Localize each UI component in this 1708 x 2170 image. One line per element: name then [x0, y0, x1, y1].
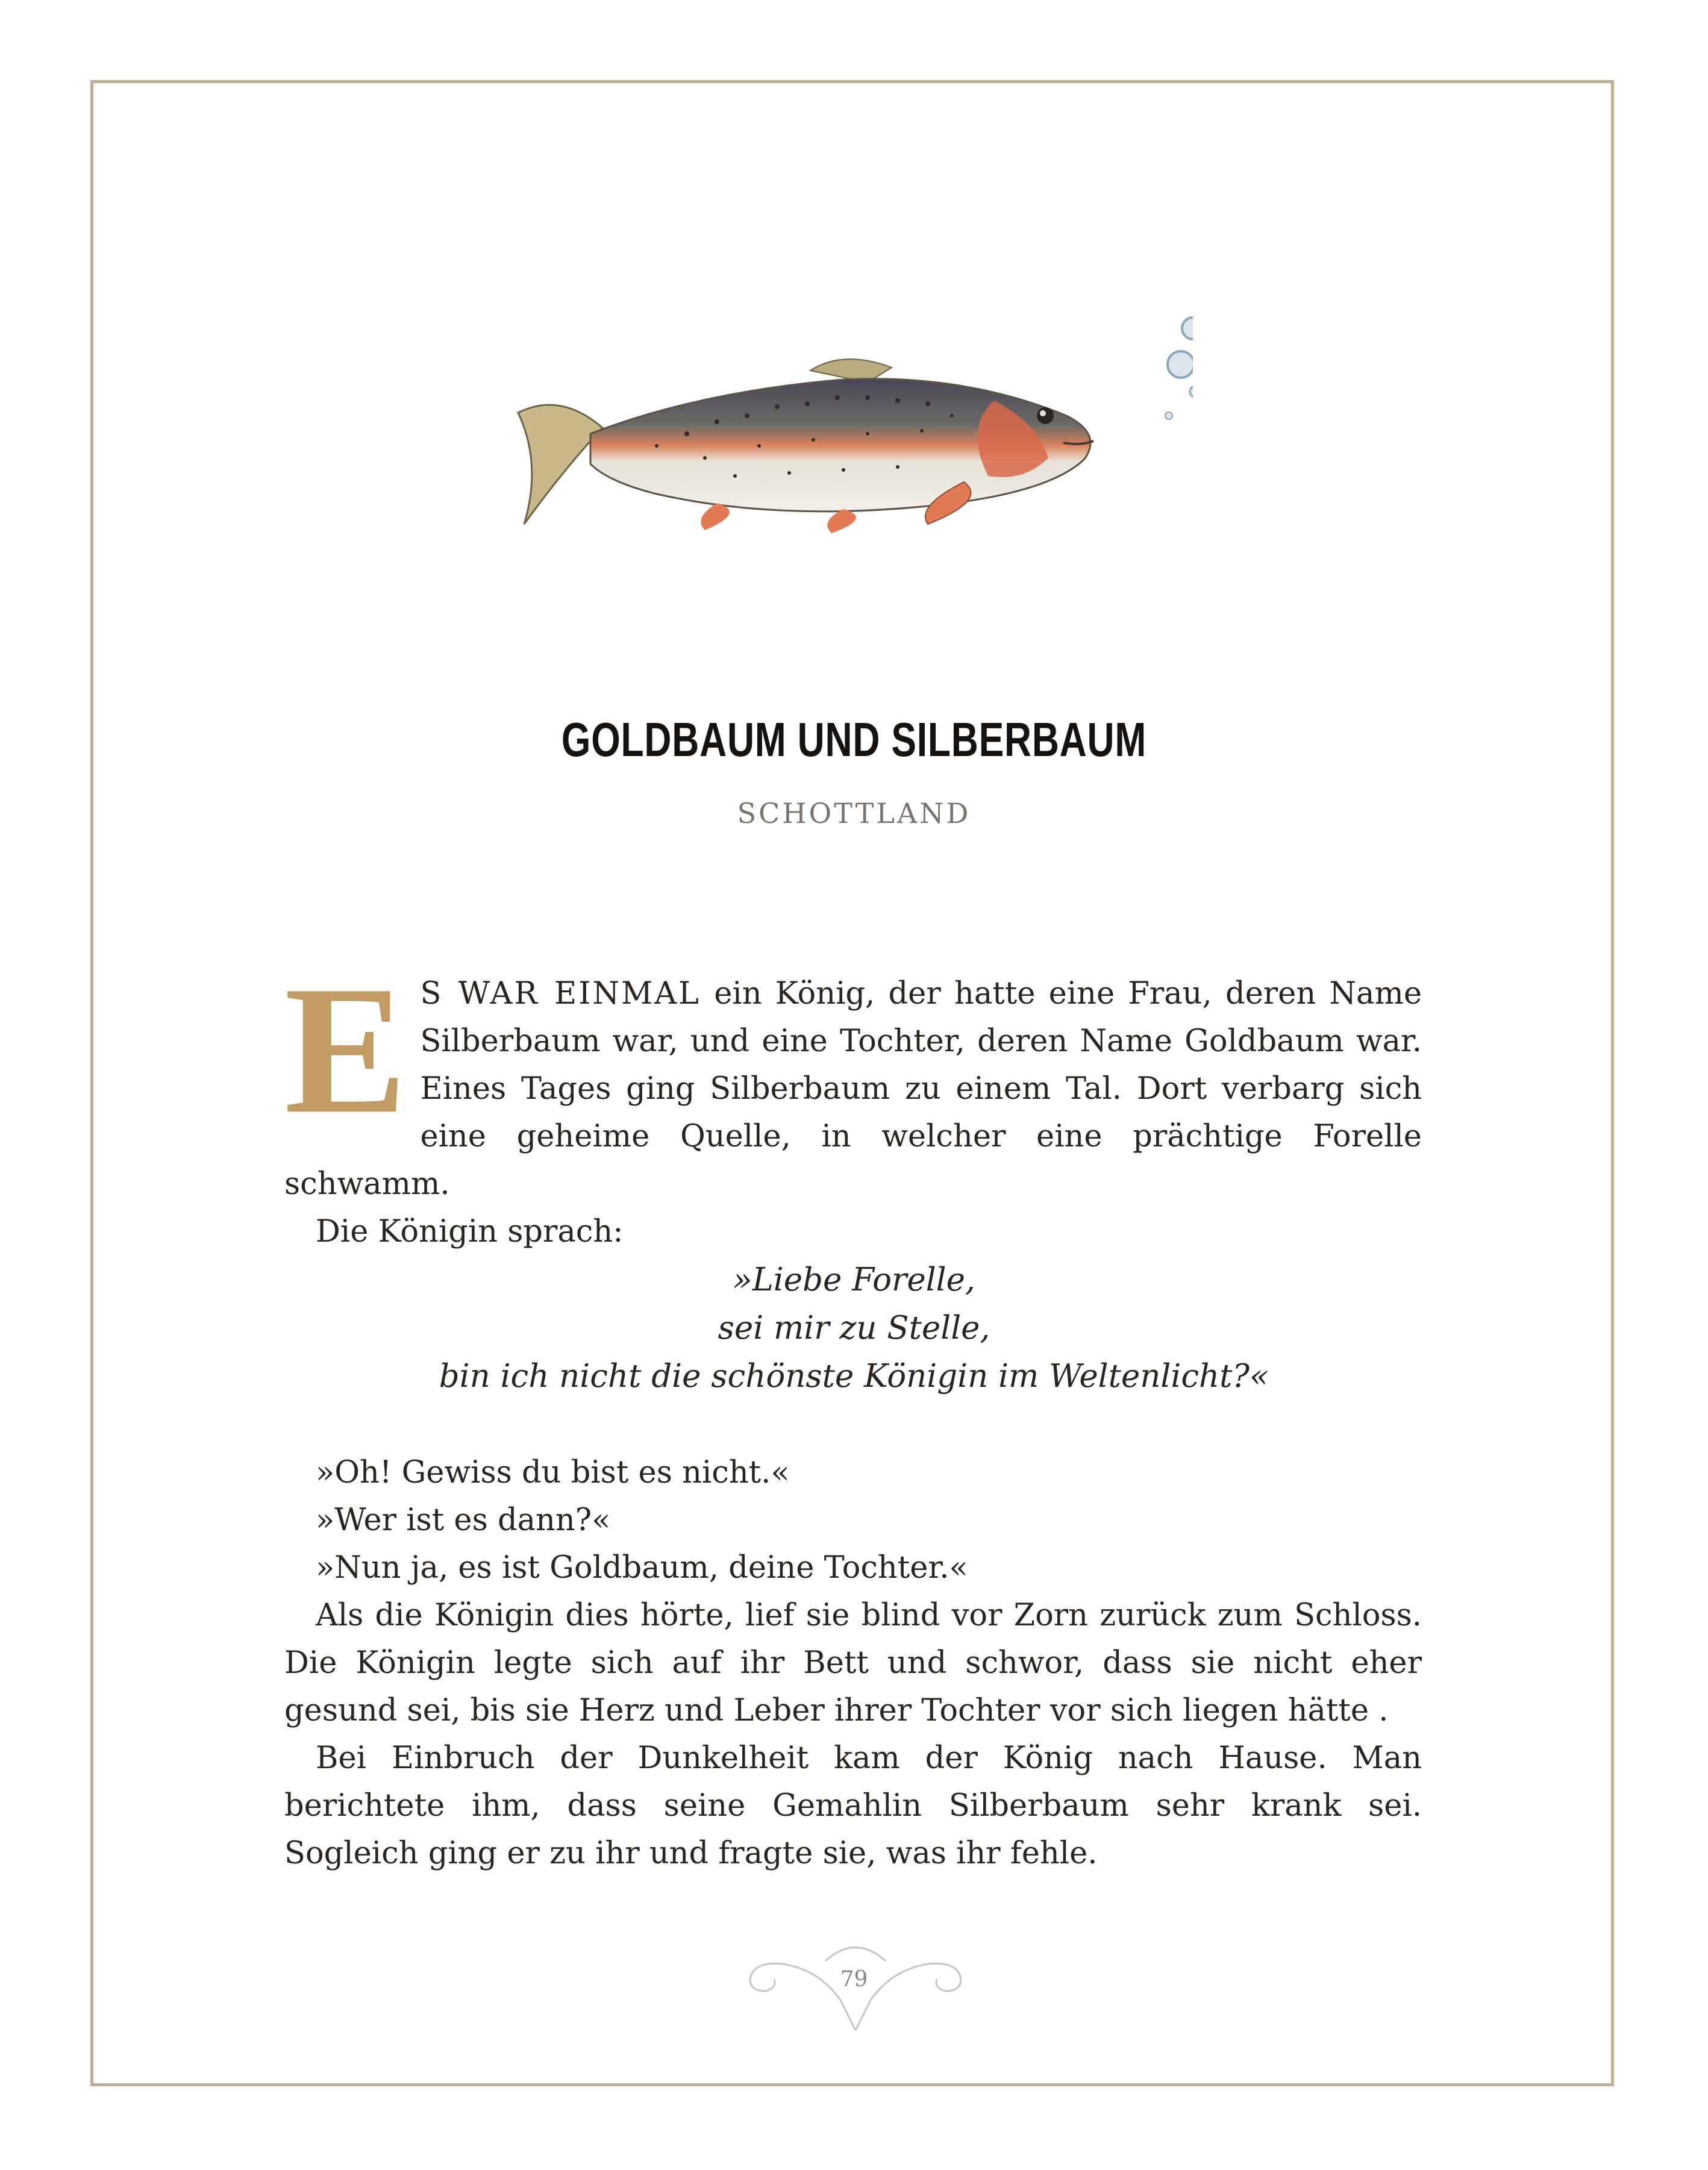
- dialog-block: [284, 1449, 1422, 1877]
- first-paragraph-text: ein König, der hatte eine Frau, deren Name Silberbaum war, und eine Tochter, deren Name Goldbaum war. Eines Tages ging Silberbaum zu einem Tal. Dort verbarg sich eine geheime Quelle, in welcher eine prächtige Forelle schwamm.: [284, 976, 1422, 1202]
- trout-illustration: [506, 301, 1193, 554]
- dialog-paragraph: Als die Königin dies hörte, lief sie blind vor Zorn zurück zum Schloss. Die Königin legte sich auf ihr Bett und schwor, dass sie nicht eher gesund sei, bis sie Herz und Leber ihrer Tochter vor sich liegen hätte .: [284, 1598, 1422, 1728]
- dialog-line: »Wer ist es dann?«: [316, 1502, 611, 1538]
- verse-block: [0, 1256, 1708, 1401]
- verse-line: »Liebe Forelle,: [733, 1262, 975, 1298]
- dialog-line: »Oh! Gewiss du bist es nicht.«: [316, 1455, 790, 1490]
- verse-line: bin ich nicht die schönste Königin im Weltenlicht?«: [439, 1358, 1269, 1395]
- dialog-paragraph: Bei Einbruch der Dunkelheit kam der König nach Hause. Man berichtete ihm, dass seine Gemahlin Silberbaum sehr krank sei. Sogleich ging er zu ihr und fragte sie, was ihr fehle.: [284, 1740, 1422, 1871]
- story-title: GOLDBAUM UND SILBERBAUM: [561, 713, 1147, 766]
- page-number: 79: [840, 1967, 868, 1992]
- lead-smallcaps: S WAR EINMAL: [420, 976, 701, 1012]
- drop-cap: E: [284, 948, 407, 1151]
- dialog-line: »Nun ja, es ist Goldbaum, deine Tochter.«: [316, 1550, 968, 1586]
- story-origin: SCHOTTLAND: [737, 797, 971, 830]
- verse-line: sei mir zu Stelle,: [718, 1310, 990, 1346]
- story-body: [284, 948, 1422, 1255]
- second-paragraph: Die Königin sprach:: [316, 1214, 624, 1249]
- first-paragraph: [284, 948, 1422, 1208]
